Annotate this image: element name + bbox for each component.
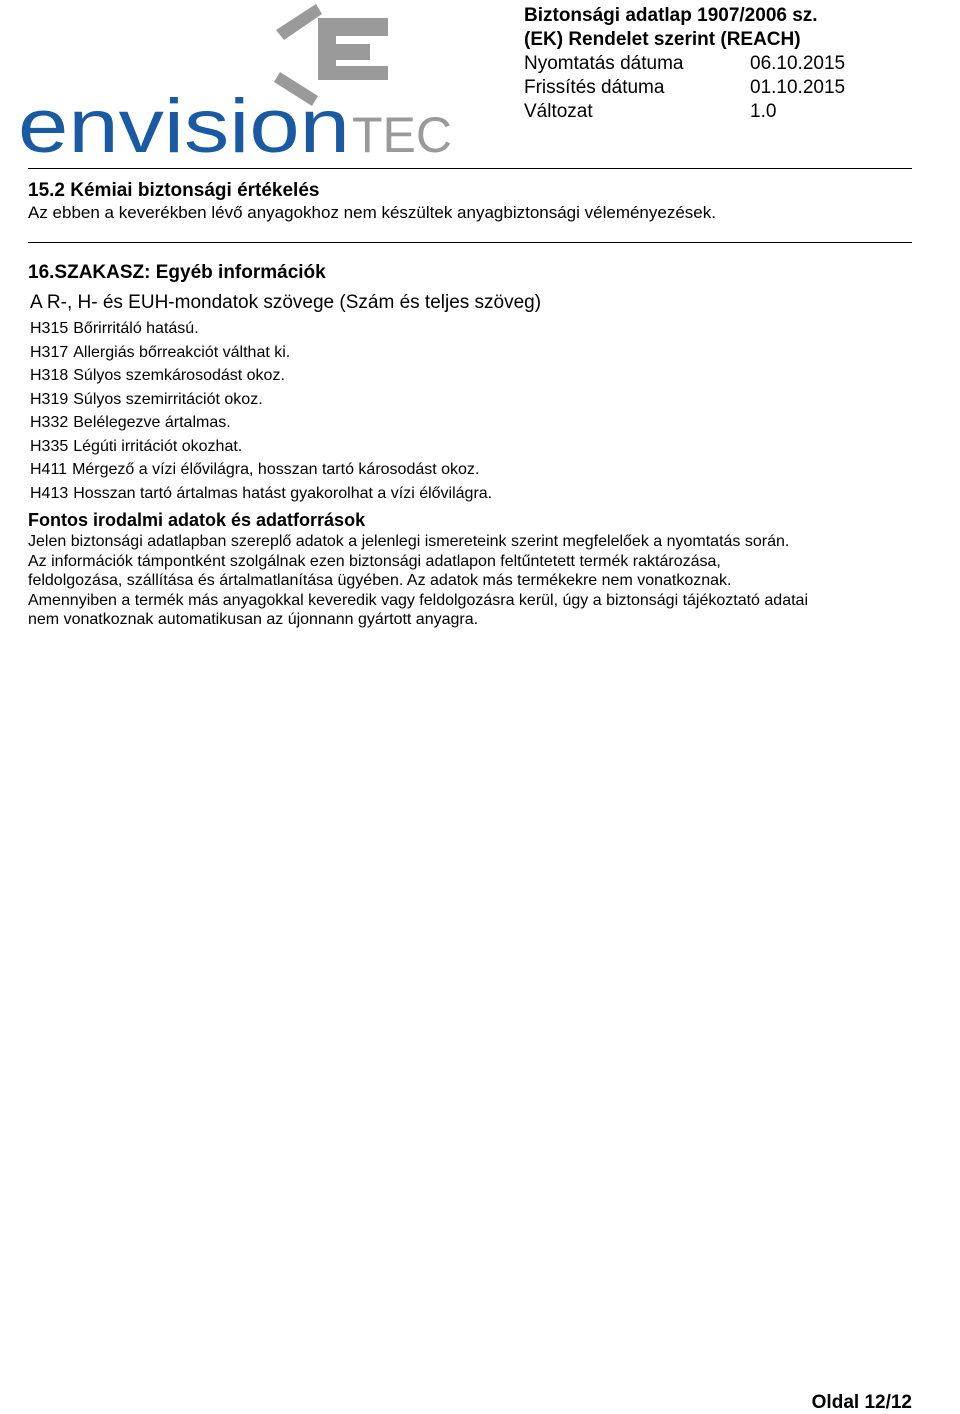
meta-value: 06.10.2015 [750,53,846,74]
h-statement [30,411,948,435]
h-text: Bőrirritáló hatású. [73,320,199,337]
sources-paragraph-line: Jelen biztonsági adatlapban szereplő adatok a jelenlegi ismereteink szerint megfelelőek a nyomtatás során. [28,533,790,550]
section-16 [28,262,948,630]
h-statement [30,317,948,341]
meta-value: 01.10.2015 [750,77,846,98]
h-statement [30,482,948,506]
h-code: H318 [30,367,69,384]
h-statement [30,364,948,388]
header-divider [28,168,912,169]
meta-label: Változat [524,101,593,122]
section-16-title: 16.SZAKASZ: Egyéb információk [28,262,326,283]
sources-paragraph-line: nem vonatkoznak automatikusan az újonnann gyártott anyagra. [28,611,479,629]
h-statement [30,388,948,412]
h-text: Súlyos szemirritációt okoz. [73,390,263,408]
section-15-2 [28,180,948,223]
meta-label: Frissítés dátuma [524,77,665,98]
meta-update-date [524,76,845,100]
h-code: H332 [30,414,69,431]
sources-title: Fontos irodalmi adatok és adatforrások [28,510,366,530]
h-text: Súlyos szemkárosodást okoz. [73,367,285,384]
sources-paragraph-line: Az információk támpontként szolgálnak ezen biztonsági adatlapon feltűntetett termék raktározása, [28,552,721,570]
envisiontec-logo [18,0,458,165]
sources-paragraph-line: feldolgozása, szállítása és ártalmatlanítása ügyében. Az adatok más termékekre nem vonatkoznak. [28,572,732,590]
h-statements-subtitle: A R-, H- és EUH-mondatok szövege (Szám és teljes szöveg) [30,292,542,313]
page-number: Oldal 12/12 [811,1392,912,1413]
sources-paragraph-line: Amennyiben a termék más anyagokkal keveredik vagy feldolgozásra kerül, úgy a biztonsági tájékoztató adatai [28,591,808,609]
section-15-2-title: 15.2 Kémiai biztonsági értékelés [28,180,320,201]
h-text: Légúti irritációt okozhat. [73,437,243,455]
header-title-line1: Biztonsági adatlap 1907/2006 sz. [524,5,818,26]
meta-version [524,100,845,124]
meta-print-date [524,52,845,76]
section-15-2-text: Az ebben a keverékben lévő anyagokhoz nem készültek anyagbiztonsági véleményezések. [28,203,716,222]
document-header [524,4,845,124]
h-statement [30,341,948,365]
section-divider [28,242,912,243]
h-statement [30,458,948,482]
h-text: Belélegezve ártalmas. [73,414,231,431]
h-text: Hosszan tartó ártalmas hatást gyakorolhat a vízi élővilágra. [73,484,493,502]
h-statement-list [30,317,948,505]
meta-value: 1.0 [750,101,777,122]
h-code: H411 [30,461,68,478]
h-code: H319 [30,390,69,408]
h-text: Allergiás bőrreakciót válthat ki. [73,343,291,361]
header-title-line2: (EK) Rendelet szerint (REACH) [524,29,801,50]
h-text: Mérgező a vízi élővilágra, hosszan tartó károsodást okoz. [72,461,480,478]
h-code: H317 [30,343,69,361]
logo-envision-text: envision [18,84,350,165]
h-code: H413 [30,484,69,502]
h-code: H335 [30,437,69,455]
logo-tec-text: TEC [352,107,452,163]
h-statement [30,435,948,459]
h-code: H315 [30,320,69,337]
meta-label: Nyomtatás dátuma [524,53,684,74]
